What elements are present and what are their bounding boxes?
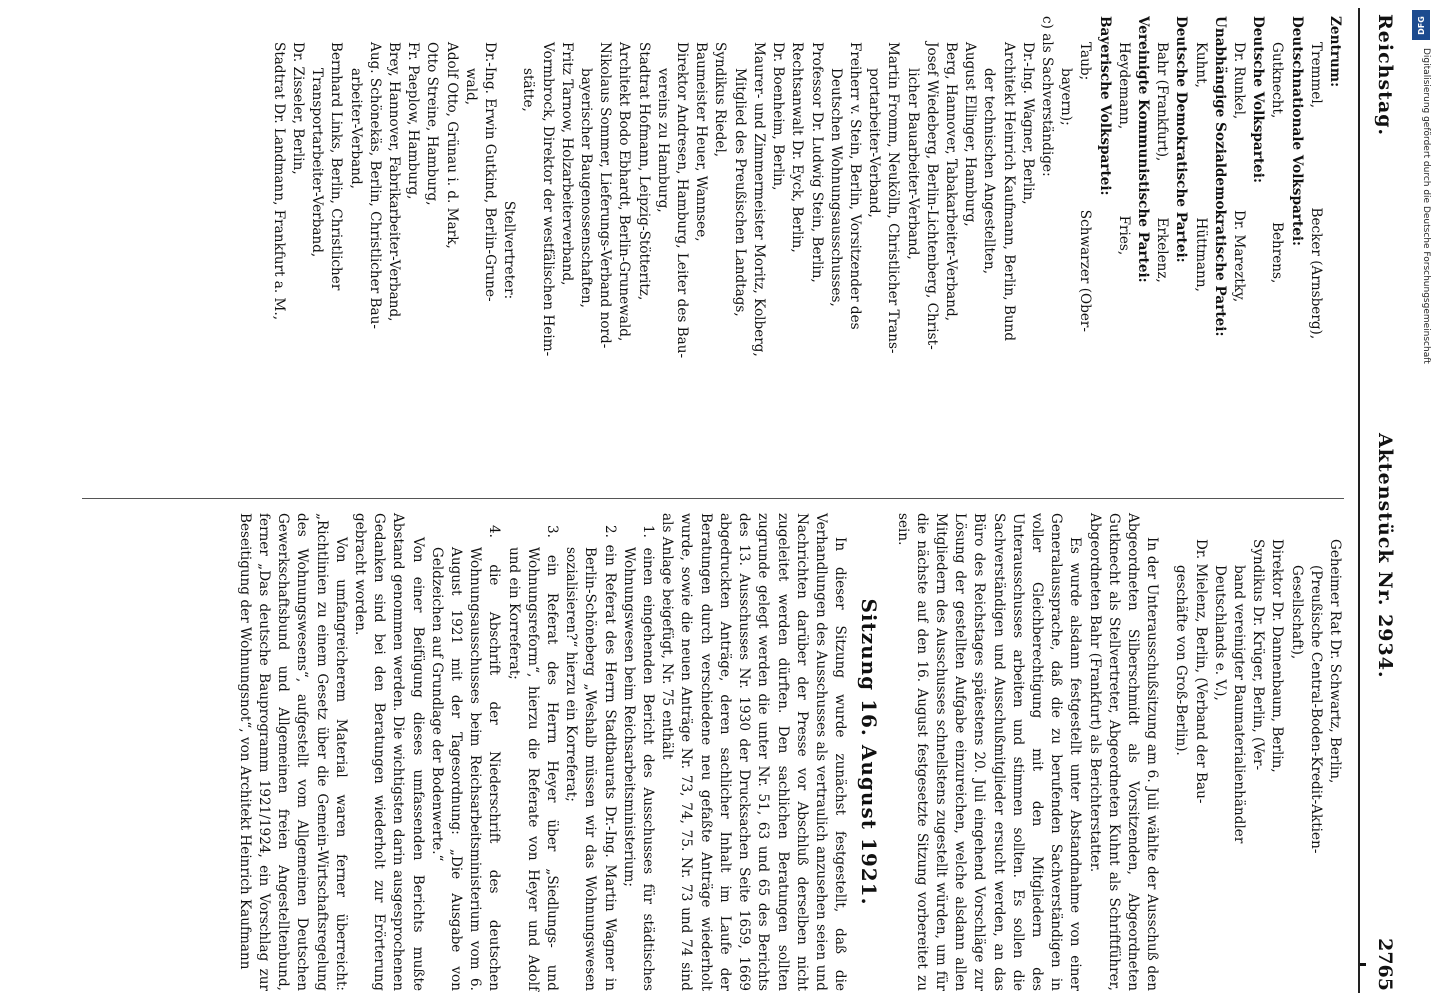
text-line: arbeiter-Verband, (347, 68, 364, 190)
text-line: portarbeiter-Verband, (866, 68, 883, 218)
text-line: (Preußische Central-Boden-Kredit-Aktien- (1307, 565, 1324, 854)
text-line: Taub; Schwarzer (Ober- (1077, 42, 1094, 333)
text-line: Gesellschaft), (1288, 565, 1305, 660)
page-number: 2765 (1374, 938, 1396, 991)
text-line: Stadtrat Hofmann, Leipzig-Stötteritz, (635, 42, 652, 301)
text-line: Vereinigte Kommunistische Partei: (1134, 16, 1151, 283)
text-line: Maurer- und Zimmermeister Moritz, Kolberg, (750, 42, 767, 357)
text-line: Martin Fromm, Neukölln, Christlicher Trans- (885, 42, 902, 354)
text-line: Deutschnationale Volkspartei: (1288, 16, 1305, 247)
text-line: Deutschlands e. V.), (1211, 565, 1228, 701)
text-line: Deutsche Demokratische Partei: (1173, 16, 1190, 263)
column-separator (82, 498, 1344, 499)
right-column (235, 513, 1344, 991)
list-item: 4. die Abschrift der Niederschrift des deutschen Wohnungsausschusses beim Reichsarbeitsministerium vom 6. August 1921 mit der Tagesordnung: „Die Ausgabe von Geldzeichen auf Grundlage der Bodenwerte.“ (428, 525, 503, 991)
text-line: bayern); (1058, 68, 1075, 126)
text-line: wald, (462, 68, 479, 106)
text-line: Dr. Zisseler, Berlin, (290, 42, 307, 175)
header-left: Reichstag. (1374, 14, 1396, 137)
text-line: Berg, Hannover, Tabakarbeiter-Verband, (942, 42, 959, 322)
text-line: Vormbrock, Direktor der westfälischen Heim- (539, 42, 556, 357)
header-center: Aktenstück Nr. 2934. (1374, 433, 1396, 679)
text-line: Otto Streine, Hamburg, (424, 42, 441, 206)
text-line: c) als Sachverständige: (1038, 16, 1055, 177)
text-line: Baumeister Heuer, Wannsee, (693, 42, 710, 242)
text-line: Bayerische Volkspartei: (1096, 16, 1113, 196)
text-line: stätte, (520, 68, 537, 112)
list-item: 3. ein Referat des Herrn Heyer über „Siedlungs- und Wohnungsreform“, hierzu die Referate von Heyer und Adolf und ein Korreferat; (505, 525, 561, 991)
text-line: Bahr (Frankfurt), Erkelenz, (1154, 42, 1171, 283)
text-line: Fritz Tarnow, Holzarbeiterverband, (558, 42, 575, 286)
text-line: August Ellinger, Hamburg, (962, 42, 979, 227)
text-line: Brey, Hannover, Fabrikarbeiter-Verband, (386, 42, 403, 322)
text-line: Architekt Bodo Ebhardt, Berlin-Grunewald, (616, 42, 633, 342)
text-line: Dr. Boenheim, Berlin, (770, 42, 787, 191)
list-item: 1. einen eingehenden Bericht des Ausschusses für städtisches Wohnungswesen beim Reichsarbeitsministerium; (620, 525, 657, 991)
paragraph-4: Von einer Beifügung dieses umfassenden Berichts mußte Abstand genommen werden. Die wichtigsten darin ausgesprochenen Gedanken sind bei den Beratungen wiederholt zur Erörterung gebracht worden. (352, 513, 426, 991)
text-line: Dr. Mielenz, Berlin, (Verband der Bau- (1192, 539, 1209, 804)
text-line: der technischen Angestellten, (981, 68, 998, 275)
paragraph-5: Von umfangreicherem Material waren ferner überreicht: „Richtlinien zu einem Gesetz über die Gemein-Wirtschaftsregelung des Wohnungswesens“, aufgestellt vom Allgemeinen Deutschen Gewerkschaftsbund und Allgemeinen freien Angestelltenbund, ferner „Das deutsche Bauprogramm 1921/1924, ein Vorschlag zur Beseitigung der Wohnungsnot“, von Architekt Heinrich Kaufmann (236, 513, 349, 991)
text-line: Geheimer Rat Dr. Schwartz, Berlin, (1327, 539, 1343, 784)
text-line: Fr. Paeplow, Hamburg, (405, 42, 422, 200)
text-line: Aug. Schönekäs, Berlin, Christlicher Bau- (366, 42, 383, 329)
text-line: Kuhnt, Hüttmann, (1192, 42, 1209, 292)
text-line: Bernhard Links, Berlin, Christlicher (328, 42, 345, 291)
text-line: Freiherr v. Stein, Berlin, Vorsitzender des (846, 42, 863, 330)
text-line: Stellvertreter: (501, 200, 518, 300)
right-top-lines (1171, 513, 1344, 991)
page-header (1368, 8, 1394, 993)
ink-mark (1360, 963, 1366, 966)
text-line: Direktor Andresen, Hamburg, Leiter des Bau- (674, 42, 691, 359)
text-line: Josef Wiedeberg, Berlin-Lichtenberg, Christ- (923, 42, 940, 350)
paragraph-2: Es wurde alsdann festgestellt unter Abstandnahme von einer Generalaussprache, daß die zu berufenden Sachverständigen in voller Gleichberechtigung mit den Mitgliedern des Unterausschusses arbeiten und stimmen sollten. Es sollen die Sachverständigen und Ausschußmitglieder ersucht werden, an das Büro des Reichstages spätestens 20. Juli eingehend Vorschläge zur Lösung der gestellten Aufgabe einzureichen, welche alsdann allen Mitgliedern des Ausschusses schnellstens zugestellt würden, um für die nächste auf den 16. August festgesetzte Sitzung vorbereitet zu sein. (894, 513, 1084, 991)
text-line: geschäfte von Groß-Berlin). (1173, 565, 1190, 756)
text-line: Architekt Heinrich Kaufmann, Berlin, Bund (1000, 42, 1017, 342)
text-line: Syndikus Dr. Krüger, Berlin, (Ver- (1250, 539, 1267, 771)
text-line: licher Bauarbeiter-Verband, (904, 68, 921, 260)
text-line: band vereinigter Baumaterialienhändler (1230, 565, 1247, 844)
text-line: Syndikus Riedel, (712, 42, 729, 158)
text-line: Transportarbeiter-Verband, (309, 68, 326, 258)
text-line: Dr.-Ing. Erwin Gutkind, Berlin-Grune- (482, 42, 499, 302)
paragraph-1: In der Unterausschußsitzung am 6. Juli wählte der Ausschuß den Abgeordneten Silberschmidt als Vorsitzenden, Abgeordneten Gutknecht als Stellvertreter, Abgeordneten Kuhnt als Schriftführer, Abgeordneten Bahr (Frankfurt) als Berichterstatter. (1086, 513, 1161, 991)
text-line: Zentrum: (1327, 16, 1343, 88)
text-line: Rechtsanwalt Dr. Eyck, Berlin, (789, 42, 806, 253)
text-line: Stadtrat Dr. Landmann, Frankfurt a. M., (270, 42, 287, 321)
dfg-logo: DFG (1412, 10, 1430, 40)
digitization-credit: Digitalisierung gefördert durch die Deutsche Forschungsgemeinschaft (1421, 48, 1431, 364)
rotated-page-content (72, 8, 1402, 993)
side-footer (1408, 8, 1434, 998)
left-column (269, 16, 1344, 484)
text-line: Dr.-Ing. Wagner, Berlin, (1019, 42, 1036, 205)
paragraph-3: In dieser Sitzung wurde zunächst festgestellt, daß die Verhandlungen des Ausschusses als vertraulich anzusehen seien und Nachrichten darüber der Presse vor Abschluß derselben nicht zugeleitet werden dürften. Den sachlichen Beratungen sollten zugrunde gelegt werden die unter Nr. 51, 63 und 65 des Berichts des 13. Ausschusses Nr. 1930 der Drucksachen Seite 1659, 1669 abgedruckten Anträge, deren sachlicher Inhalt im Laufe der Beratungen durch verschiedene neu gefaßte Anträge wiederholt wurde, sowie die neuen Anträge Nr. 73, 74, 75. Nr. 73 und 74 sind als Anlage beigefügt, Nr. 75 enthält (659, 513, 849, 991)
text-line: Tremmel, Becker (Arnsberg), (1307, 42, 1324, 340)
text-line: Heydemann, Fries, (1115, 42, 1132, 256)
text-line: Nikolaus Sommer, Lieferungs-Verband nord- (597, 42, 614, 349)
text-line: Direktor Dr. Dannenbaum, Berlin, (1269, 539, 1286, 773)
text-line: bayerischer Baugenossenschaften, (578, 68, 595, 308)
text-line: Unabhängige Sozialdemokratische Partei: (1211, 16, 1228, 337)
session-heading: Sitzung 16. August 1921. (857, 598, 882, 906)
header-rule (1358, 8, 1360, 993)
text-line: Deutschen Wohnungsausschusses, (827, 68, 844, 307)
text-line: vereins zu Hamburg, (654, 68, 671, 213)
text-line: Deutsche Volkspartei: (1250, 16, 1267, 183)
text-line: Dr. Runkel, Dr. Mareztky, (1230, 42, 1247, 303)
text-line: Mitglied des Preußischen Landtags, (731, 68, 748, 317)
list-item: 2. ein Referat des Herrn Stadtbaurats Dr.-Ing. Martin Wagner in Berlin-Schöneberg „Weshalb müssen wir das Wohnungswesen sozialisieren?“ hierzu ein Korreferat; (563, 525, 618, 991)
text-line: Adolf Otto, Grünau i. d. Mark, (443, 42, 460, 249)
text-line: Professor Dr. Ludwig Stein, Berlin, (808, 42, 825, 283)
text-line: Gutknecht, Behrens, (1269, 42, 1286, 284)
